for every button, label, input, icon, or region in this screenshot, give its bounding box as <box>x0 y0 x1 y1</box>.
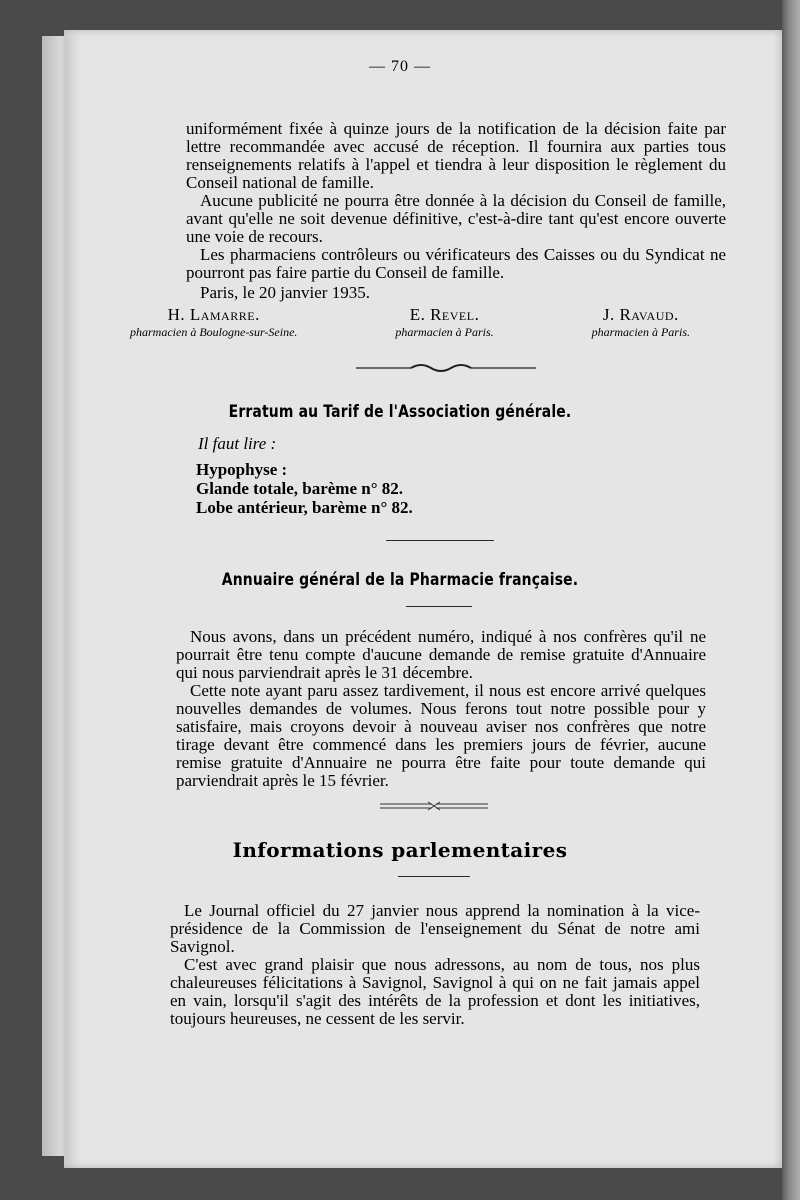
signature-name: H. Lamarre. <box>167 305 260 324</box>
date-line: Paris, le 20 janvier 1935. <box>200 283 370 302</box>
signature-name: J. Ravaud. <box>602 305 679 324</box>
signature-title: pharmacien à Paris. <box>591 325 690 339</box>
informations-paragraph-1: Le Journal officiel du 27 janvier nous apprend la nomination à la vice-présidence de la Commission de l'enseignement du Sénat de notre ami Savignol. <box>170 901 700 956</box>
signature-name: E. Revel. <box>409 305 480 324</box>
erratum-heading: Erratum au Tarif de l'Association générale. <box>228 402 572 422</box>
intro-paragraph-1: uniformément fixée à quinze jours de la notification de la décision faite par lettre recommandée avec accusé de réception. Il fournira aux parties tous renseignements relatifs à l'appel et tiendra à leur disposition le règlement du Conseil national de famille. <box>186 119 726 192</box>
signature-1 <box>130 306 297 340</box>
erratum-content <box>196 460 413 517</box>
erratum-line: Glande totale, barème n° 82. <box>196 479 403 498</box>
erratum-line: Hypophyse : <box>196 460 288 479</box>
signature-3 <box>592 306 690 340</box>
signature-row <box>130 306 690 340</box>
erratum-intro: Il faut lire : <box>198 434 277 453</box>
informations-section <box>170 902 700 1028</box>
signature-title: pharmacien à Paris. <box>395 325 494 339</box>
ornament-divider-icon <box>356 360 536 376</box>
ornament-divider-icon <box>372 800 496 812</box>
section-divider <box>386 540 494 541</box>
page-number: — 70 — <box>369 58 431 75</box>
intro-paragraph-2: Aucune publicité ne pourra être donnée à la décision du Conseil de famille, avant qu'elle ne soit devenue définitive, c'est-à-dire tant qu'est encore ouverte une voie de recours. <box>186 191 726 246</box>
page-edge <box>782 0 800 1200</box>
annuaire-paragraph-1: Nous avons, dans un précédent numéro, indiqué à nos confrères qu'il ne pourrait être tenu compte d'aucune demande de remise gratuite d'Annuaire qui nous parviendrait après le 31 décembre. <box>176 627 706 682</box>
annuaire-paragraph-2: Cette note ayant paru assez tardivement, il nous est encore arrivé quelques nouvelles demandes de volumes. Nous ferons tout notre possible pour y satisfaire, mais croyons devoir à nouveau aviser nos confrères que notre tirage devant être commencé dans les premiers jours de février, aucune remise gratuite d'Annuaire ne pourra être faite pour toute demande qui parviendrait après le 15 février. <box>176 681 706 790</box>
informations-heading: Informations parlementaires <box>232 838 568 862</box>
annuaire-heading: Annuaire général de la Pharmacie française. <box>221 570 579 590</box>
heading-underline <box>406 606 472 607</box>
intro-paragraph-3: Les pharmaciens contrôleurs ou vérificateurs des Caisses ou du Syndicat ne pourront pas faire partie du Conseil de famille. <box>186 245 726 282</box>
signature-2 <box>395 306 493 340</box>
erratum-line: Lobe antérieur, barème n° 82. <box>196 498 413 517</box>
signature-title: pharmacien à Boulogne-sur-Seine. <box>130 325 298 339</box>
intro-section <box>186 120 726 302</box>
heading-underline <box>398 876 470 877</box>
informations-paragraph-2: C'est avec grand plaisir que nous adressons, au nom de tous, nos plus chaleureuses félicitations à Savignol, Savignol à qui on ne fait jamais appel en vain, lorsqu'il s'agit des intérêts de la profession et dont les initiatives, toujours heureuses, ne cessent de les servir. <box>170 955 700 1028</box>
annuaire-section <box>176 628 706 790</box>
